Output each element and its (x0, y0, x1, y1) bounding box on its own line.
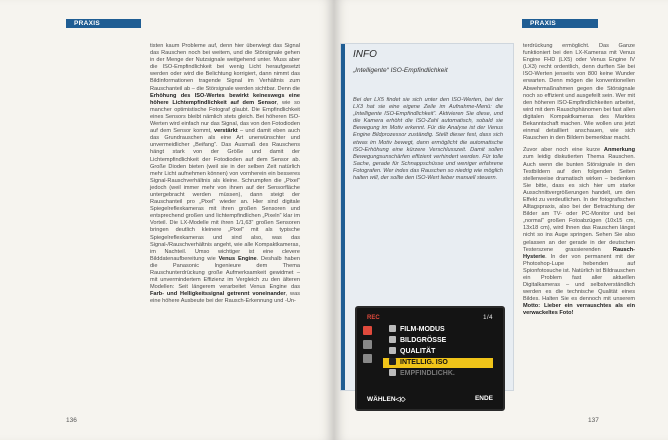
wrench-icon (363, 354, 372, 363)
select-hint: WÄHLEN◁◇ (367, 396, 406, 403)
menu-item-disabled: EMPFINDLICHK. (383, 369, 493, 379)
section-tab: PRAXIS (522, 19, 598, 28)
exit-hint: ENDE (474, 395, 493, 402)
menu-page-counter: 1/4 (483, 315, 493, 321)
menu-footer (367, 395, 493, 403)
info-subheading: „Intelligente“ ISO-Empfindlichkeit (353, 67, 448, 74)
body-paragraph: tisten kaum Probleme auf, denn hier überwiegt das Signal das Rauschen noch bei weitem, und die Störsignale gehen in der Menge der Nutzsignale weitgehend unter. Muss aber die ISO-Empfindlichkeit bei wenig Licht heraufgesetzt werden oder wird die Belichtung korrigiert, dann nimmt das Bildinformationen tragende Signal im Verhältnis zum Rauschanteil ab – die Störsignale werden sichtbar. Denn die Erhöhung des ISO-Wertes bewirkt keineswegs eine höhere Lichtempfindlichkeit auf dem Sensor, wie so mancher optimistische Fotograf glaubt. Die Empfindlichkeit eines Sensors bleibt nämlich stets gleich. Bei höheren ISO-Werten wird einfach nur das Signal, das von den Fotodioden auf dem Sensor kommt, verstärkt – und damit eben auch das Grundrauschen als eine Art unerwünschter und unvermeidlicher „Beifang“. Das Ausmaß des Rauschens hängt stark von der Größe und damit der Lichtempfindlichkeit der Fotodioden auf dem Sensor ab. Große Dioden bieten (weil sie in der selben Zeit natürlich mehr Licht aufnehmen können) von vornherein ein besseres Signal-Rauschverhältnis als kleine. Schrumpfen die „Pixel“ jedoch (weil immer mehr von ihnen auf der Sensorfläche untergebracht werden müssen), dann steigt der Rauschanteil pro „Pixel“ wieder an. Hier sind digitale Spiegelreflexkameras mit ihren großen Sensoren und entsprechend großen und lichtempfindlichen „Pixeln“ klar im Vorteil. Die LX-Modelle mit ihren 1/1,63“ großen Sensoren bringen deutlich kleinere „Pixel“ mit als typische Spiegelreflexkameras und sind also, was das Signal-/Rauschverhältnis angeht, wie alle Kompaktkameras, im Nachteil. Umso wichtiger ist eine clevere Bilddatenaufbereitung wie Venus Engine. Deshalb haben die Panasonic Ingenieure dem Thema Rauschunterdrückung große Aufmerksamkeit gewidmet – mit unvermindertem Effizienz im Vergleich zu den älteren Modellen: Seit längerem verarbeitet Venus Engine das Farb- und Helligkeitssignal getrennt voneinander, was eine höhere Ausbeute bei der Rausch-Erkennung und -Un- (150, 43, 301, 305)
camera-icon (363, 326, 372, 335)
rec-label: REC (367, 315, 380, 321)
size-icon (389, 336, 396, 343)
movie-icon (363, 340, 372, 349)
section-tab: PRAXIS (66, 19, 141, 28)
menu-item-selected: INTELLIG. ISO (383, 358, 493, 368)
sensitivity-icon (389, 369, 396, 376)
quality-icon (389, 347, 396, 354)
info-body-text: Bei der LX5 findet sie sich unter den ISO-Werten, bei der LX3 hat sie eine eigene Zeile im Aufnahme-Menü: die „Intelligente ISO-Empfindlichkeit“. Aktivieren Sie diese, und die Kamera erhöht die ISO-Zahl automatisch, sobald sie Bewegung im Motiv erkennt. Für die Analyse ist der Venus Engine Bildprozessor zuständig. Stellt dieser fest, dass sich etwas im Motiv bewegt, dann ermöglicht die automatische ISO-Erhöhung eine kürzere Verschlusszeit. Damit sollen Bewegungsunschärfen effizient verhindert werden. Für tolle Sache, gerade für Schnappschüsse und weniger erfahrene Fotografen. Wer indes das Rauschen so niedrig wie möglich halten will, der sollte den ISO-Wert lieber manuell steuern. (353, 97, 503, 182)
info-box (340, 43, 514, 403)
iso-icon (389, 358, 396, 365)
right-page (334, 0, 668, 440)
menu-list (383, 325, 493, 380)
body-paragraph: Zuvor aber noch eine kurze Anmerkung zum leidig diskutierten Thema Rauschen. Auch wenn die bunten Störsignale in den Testbildern auf den folgenden Seiten stellenweise dramatisch wirken – bedenken Sie bitte, dass es sich hier um starke Ausschnittvergrößerungen handelt, um den Effekt zu verdeutlichen. In der fotografischen Alltagspraxis, also bei der Betrachtung der Bilder am TV- oder PC-Monitor und bei „normal“ großen Fotoabzügen (10x15 cm, 13x18 cm), wird Ihnen das Rauschen längst nicht so ins Auge springen. Sehen Sie also gelassen an der gerade in der deutschen Testerszene grassierenden Rausch-Hysterie. In der von permanent mit der Photoshop-Lupe hebenden auf Spionfotosuche ist. Natürlich ist Bildrauschen ein Problem fast aller aktuellen Digitalkameras – und selbstverständlich werden es die technische Qualität eines Bildes. Halten Sie es dennoch mit unserem Motto: Lieber ein verrauschtes als ein verwackeltes Foto! (523, 147, 635, 317)
mode-icon-column (363, 326, 375, 368)
page-number: 137 (588, 417, 599, 424)
body-paragraph: terdrückung ermöglicht. Das Ganze funktioniert bei den LX-Kameras mit Venus Engine FHD (LX5) oder Venus Engine IV (LX3) recht ordentlich, denn durften Sie bei ISO-Werten jenseits von 800 keine Wunder erwarten. Denn mögen die konventionellen Abwehrmaßnahmen gegen die Störsignale noch so effizient und ausgefeilt sein. Wer mit den höheren ISO-Empfindlichkeiten arbeitet, wird mit dem Rauschphänomen bei fast allen digitalen Kompaktkameras des Marktes Bekanntschaft machen. Wie wollen uns jetzt einmal detailliert anschauen, wie sich Rauschen in den Bildern bemerkbar macht. (523, 43, 635, 142)
info-heading: INFO (353, 49, 377, 60)
info-accent-bar (341, 44, 345, 390)
menu-item: BILDGRÖSSE (383, 336, 493, 346)
menu-item: FILM-MODUS (383, 325, 493, 335)
camera-menu-screenshot (355, 306, 505, 411)
film-icon (389, 325, 396, 332)
body-text-column (150, 43, 300, 305)
page-number: 136 (66, 417, 77, 424)
menu-item: QUALITÄT (383, 347, 493, 357)
body-text-column (523, 43, 635, 318)
